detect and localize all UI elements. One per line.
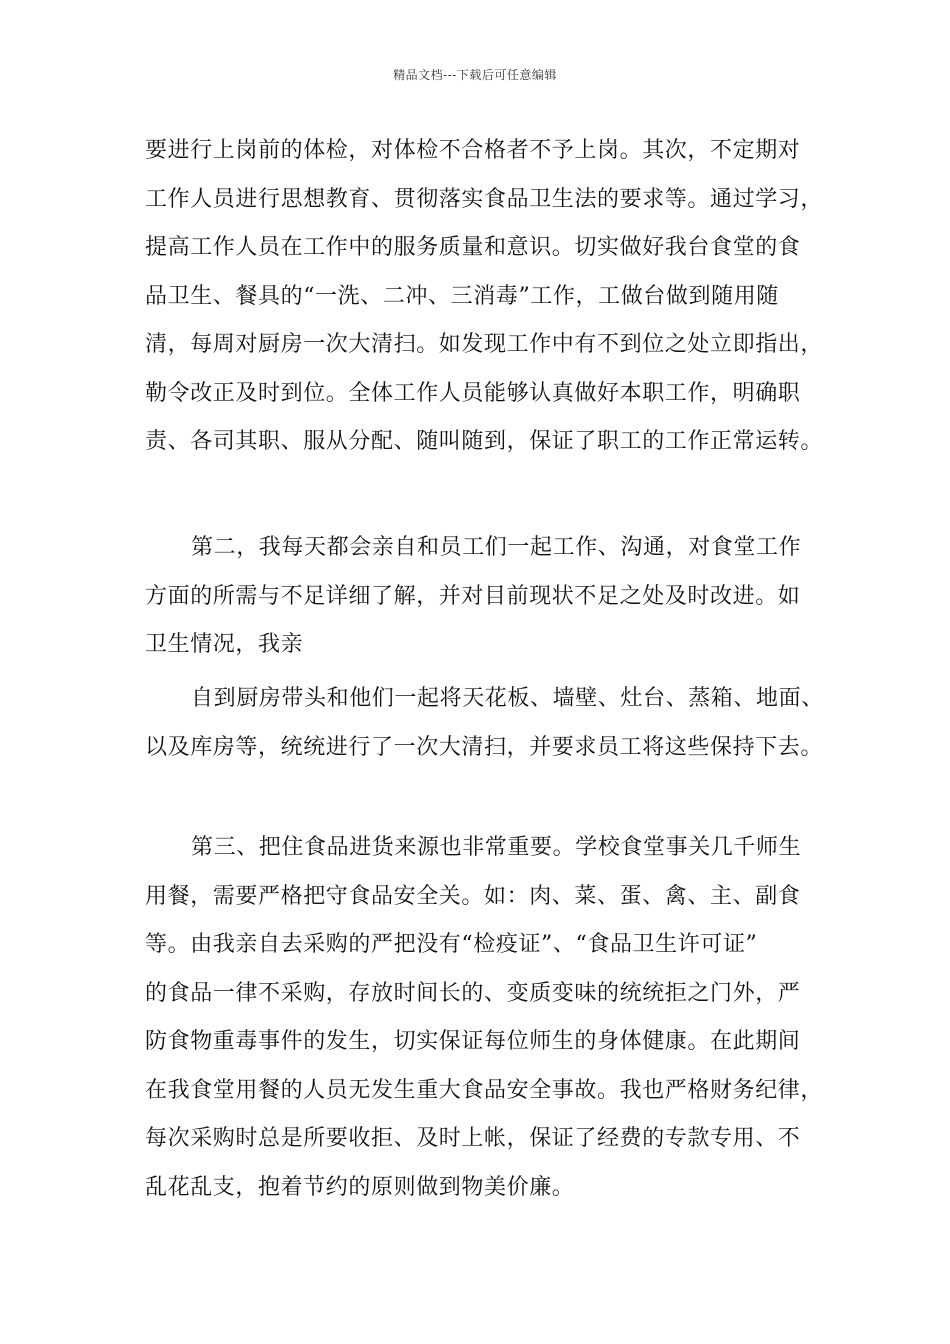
text-line: 等。由我亲自去采购的严把没有“检疫证”、“食品卫生许可证” — [145, 932, 758, 957]
text-line: 防食物重毒事件的发生，切实保证每位师生的身体健康。在此期间 — [145, 1029, 801, 1054]
text-line: 卫生情况，我亲 — [145, 632, 304, 657]
paragraph-1 — [145, 127, 825, 467]
text-line: 要进行上岗前的体检，对体检不合格者不予上岗。其次，不定期对 — [145, 138, 801, 163]
paragraph-3 — [145, 675, 825, 772]
paragraph-2 — [145, 524, 825, 670]
text-line: 工作人员进行思想教育、贯彻落实食品卫生法的要求等。通过学习， — [145, 186, 824, 212]
text-line: 品卫生、餐具的“一洗、二冲、三消毒”工作，工做台做到随用随 — [145, 283, 779, 309]
text-line: 方面的所需与不足详细了解，并对目前现状不足之处及时改进。如 — [145, 583, 801, 609]
text-line: 清，每周对厨房一次大清扫。如发现工作中有不到位之处立即指出， — [145, 332, 824, 357]
page-header: 精品文档---下载后可任意编辑 — [393, 68, 557, 82]
text-line: 自到厨房带头和他们一起将天花板、墙壁、灶台、蒸箱、地面、 — [191, 686, 824, 711]
text-line: 提高工作人员在工作中的服务质量和意识。切实做好我台食堂的食 — [145, 235, 801, 260]
text-line: 责、各司其职、服从分配、随叫随到，保证了职工的工作正常运转。 — [145, 429, 824, 454]
paragraph-4 — [145, 824, 825, 1212]
text-line: 的食品一律不采购，存放时间长的、变质变味的统统拒之门外，严 — [145, 980, 801, 1006]
text-line: 勒令改正及时到位。全体工作人员能够认真做好本职工作，明确职 — [145, 380, 801, 406]
text-line: 第三、把住食品进货来源也非常重要。学校食堂事关几千师生 — [191, 835, 802, 860]
text-line: 以及库房等，统统进行了一次大清扫，并要求员工将这些保持下去。 — [145, 734, 824, 760]
text-line: 用餐，需要严格把守食品安全关。如：肉、菜、蛋、禽、主、副食 — [145, 883, 801, 909]
text-line: 在我食堂用餐的人员无发生重大食品安全事故。我也严格财务纪律， — [145, 1077, 824, 1103]
text-line: 每次采购时总是所要收拒、及时上帐，保证了经费的专款专用、不 — [145, 1126, 801, 1151]
text-line: 乱花乱支，抱着节约的原则做到物美价廉。 — [145, 1174, 575, 1200]
text-line: 第二，我每天都会亲自和员工们一起工作、沟通，对食堂工作 — [191, 535, 802, 560]
